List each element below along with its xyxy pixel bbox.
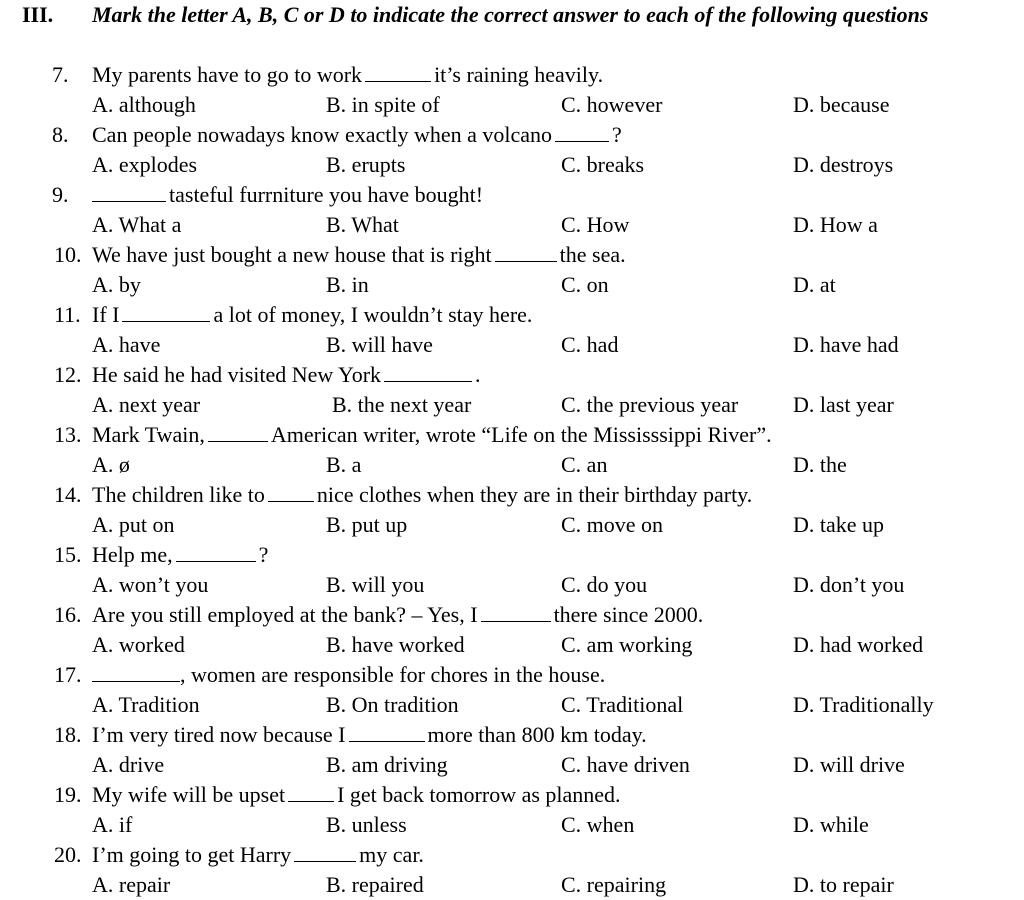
option-c[interactable]: C. the previous year	[561, 392, 739, 417]
option-c[interactable]: C. repairing	[561, 872, 667, 897]
option-b[interactable]: B. On tradition	[326, 692, 459, 717]
option-b[interactable]: B. am driving	[326, 752, 448, 777]
stem-before: My parents have to go to work	[92, 62, 363, 87]
option-b[interactable]: B. will have	[326, 332, 433, 357]
stem-before: The children like to	[92, 482, 265, 507]
question-13	[0, 420, 1024, 480]
question-stem	[92, 360, 481, 390]
question-number: 10.	[54, 242, 82, 267]
stem-after: nice clothes when they are in their birthday party.	[316, 482, 753, 507]
question-11	[0, 300, 1024, 360]
stem-before: I’m going to get Harry	[92, 842, 292, 867]
answer-blank	[122, 301, 210, 322]
option-d[interactable]: D. take up	[793, 512, 885, 537]
option-a[interactable]: A. won’t you	[92, 572, 209, 597]
option-c[interactable]: C. move on	[561, 512, 664, 537]
question-stem	[92, 840, 424, 870]
stem-after: ?	[258, 542, 269, 567]
question-list	[0, 60, 1024, 900]
option-c[interactable]: C. have driven	[561, 752, 690, 777]
answer-blank	[495, 241, 557, 262]
answer-blank	[208, 421, 268, 442]
question-number: 12.	[54, 362, 82, 387]
stem-after: , women are responsible for chores in the house.	[180, 662, 606, 687]
question-stem	[92, 720, 647, 750]
option-c[interactable]: C. breaks	[561, 152, 645, 177]
stem-after: ?	[612, 122, 622, 147]
answer-blank	[92, 661, 180, 682]
question-stem	[92, 420, 772, 450]
option-a[interactable]: A. although	[92, 92, 196, 117]
section-number: III.	[22, 2, 54, 27]
answer-blank	[365, 61, 431, 82]
answer-blank	[349, 721, 425, 742]
stem-after: .	[475, 362, 481, 387]
question-20	[0, 840, 1024, 900]
option-c[interactable]: C. an	[561, 452, 608, 477]
question-number: 13.	[54, 422, 82, 447]
option-d[interactable]: D. to repair	[793, 872, 894, 897]
question-number: 18.	[54, 722, 82, 747]
option-b[interactable]: B. a	[326, 452, 362, 477]
question-number: 14.	[54, 482, 82, 507]
option-c[interactable]: C. How	[561, 212, 630, 237]
stem-after: it’s raining heavily.	[434, 62, 604, 87]
option-a[interactable]: A. put on	[92, 512, 175, 537]
stem-before: I’m very tired now because I	[92, 722, 346, 747]
option-a[interactable]: A. next year	[92, 392, 201, 417]
answer-blank	[288, 781, 334, 802]
option-c[interactable]: C. had	[561, 332, 619, 357]
option-b[interactable]: B. unless	[326, 812, 407, 837]
answer-blank	[384, 361, 472, 382]
stem-after: American writer, wrote “Life on the Mississsippi River”.	[270, 422, 772, 447]
option-c[interactable]: C. on	[561, 272, 609, 297]
option-c[interactable]: C. however	[561, 92, 663, 117]
option-a[interactable]: A. repair	[92, 872, 171, 897]
question-17	[0, 660, 1024, 720]
option-d[interactable]: D. the	[793, 452, 847, 477]
stem-before: We have just bought a new house that is right	[92, 242, 492, 267]
question-stem	[92, 120, 622, 150]
question-number: 7.	[52, 62, 69, 87]
option-d[interactable]: D. How a	[793, 212, 878, 237]
question-stem	[92, 480, 752, 510]
option-b[interactable]: B. put up	[326, 512, 408, 537]
answer-blank	[481, 601, 551, 622]
option-a[interactable]: A. explodes	[92, 152, 198, 177]
question-stem	[92, 60, 603, 90]
stem-after: there since 2000.	[553, 602, 704, 627]
option-b[interactable]: B. have worked	[326, 632, 465, 657]
stem-after: I get back tomorrow as planned.	[337, 782, 621, 807]
question-stem	[92, 180, 483, 210]
question-number: 9.	[52, 182, 69, 207]
option-b[interactable]: B. in	[326, 272, 369, 297]
option-a[interactable]: A. by	[92, 272, 141, 297]
section-header	[22, 0, 1012, 30]
question-stem	[92, 600, 703, 630]
stem-before: Mark Twain,	[92, 422, 205, 447]
answer-blank	[555, 121, 609, 142]
option-d[interactable]: D. don’t you	[793, 572, 905, 597]
option-c[interactable]: C. when	[561, 812, 635, 837]
option-c[interactable]: C. am working	[561, 632, 693, 657]
section-instruction: Mark the letter A, B, C or D to indicate the correct answer to each of the following questions	[92, 2, 929, 27]
option-b[interactable]: B. What	[326, 212, 399, 237]
option-b[interactable]: B. in spite of	[326, 92, 440, 117]
question-stem	[92, 660, 605, 690]
option-d[interactable]: D. Traditionally	[793, 692, 934, 717]
option-a[interactable]: A. have	[92, 332, 161, 357]
question-7	[0, 60, 1024, 120]
question-number: 11.	[54, 302, 81, 327]
option-d[interactable]: D. at	[793, 272, 836, 297]
option-c[interactable]: C. Traditional	[561, 692, 684, 717]
option-c[interactable]: C. do you	[561, 572, 648, 597]
option-a[interactable]: A. Tradition	[92, 692, 200, 717]
answer-blank	[294, 841, 356, 862]
question-stem	[92, 300, 532, 330]
option-d[interactable]: D. destroys	[793, 152, 894, 177]
answer-blank	[92, 181, 166, 202]
option-b[interactable]: B. the next year	[332, 392, 472, 417]
answer-blank	[176, 541, 256, 562]
question-number: 16.	[54, 602, 82, 627]
question-15	[0, 540, 1024, 600]
option-b[interactable]: B. erupts	[326, 152, 406, 177]
question-8	[0, 120, 1024, 180]
stem-before: Are you still employed at the bank? – Yes, I	[92, 602, 478, 627]
option-b[interactable]: B. repaired	[326, 872, 424, 897]
option-d[interactable]: D. will drive	[793, 752, 905, 777]
question-9	[0, 180, 1024, 240]
question-12	[0, 360, 1024, 420]
option-d[interactable]: D. last year	[793, 392, 894, 417]
question-number: 17.	[54, 662, 82, 687]
option-d[interactable]: D. because	[793, 92, 890, 117]
question-number: 19.	[54, 782, 82, 807]
option-a[interactable]: A. What a	[92, 212, 182, 237]
question-14	[0, 480, 1024, 540]
option-d[interactable]: D. have had	[793, 332, 899, 357]
stem-after: the sea.	[559, 242, 626, 267]
question-19	[0, 780, 1024, 840]
stem-after: more than 800 km today.	[427, 722, 647, 747]
question-stem	[92, 240, 626, 270]
question-stem	[92, 540, 268, 570]
stem-before: If I	[92, 302, 120, 327]
stem-before: He said he had visited New York	[92, 362, 382, 387]
stem-after: tasteful furrniture you have bought!	[169, 182, 484, 207]
stem-before: Can people nowadays know exactly when a volcano	[92, 122, 553, 147]
question-number: 8.	[52, 122, 69, 147]
question-10	[0, 240, 1024, 300]
option-a[interactable]: A. ø	[92, 452, 130, 477]
option-a[interactable]: A. drive	[92, 752, 165, 777]
option-b[interactable]: B. will you	[326, 572, 425, 597]
question-number: 20.	[54, 842, 82, 867]
option-a[interactable]: A. if	[92, 812, 133, 837]
option-d[interactable]: D. had worked	[793, 632, 924, 657]
question-number: 15.	[54, 542, 82, 567]
option-a[interactable]: A. worked	[92, 632, 185, 657]
question-16	[0, 600, 1024, 660]
stem-before: Help me,	[92, 542, 173, 567]
stem-before: My wife will be upset	[92, 782, 286, 807]
answer-blank	[268, 481, 314, 502]
option-d[interactable]: D. while	[793, 812, 869, 837]
question-18	[0, 720, 1024, 780]
question-stem	[92, 780, 621, 810]
stem-after: a lot of money, I wouldn’t stay here.	[213, 302, 533, 327]
stem-after: my car.	[359, 842, 424, 867]
